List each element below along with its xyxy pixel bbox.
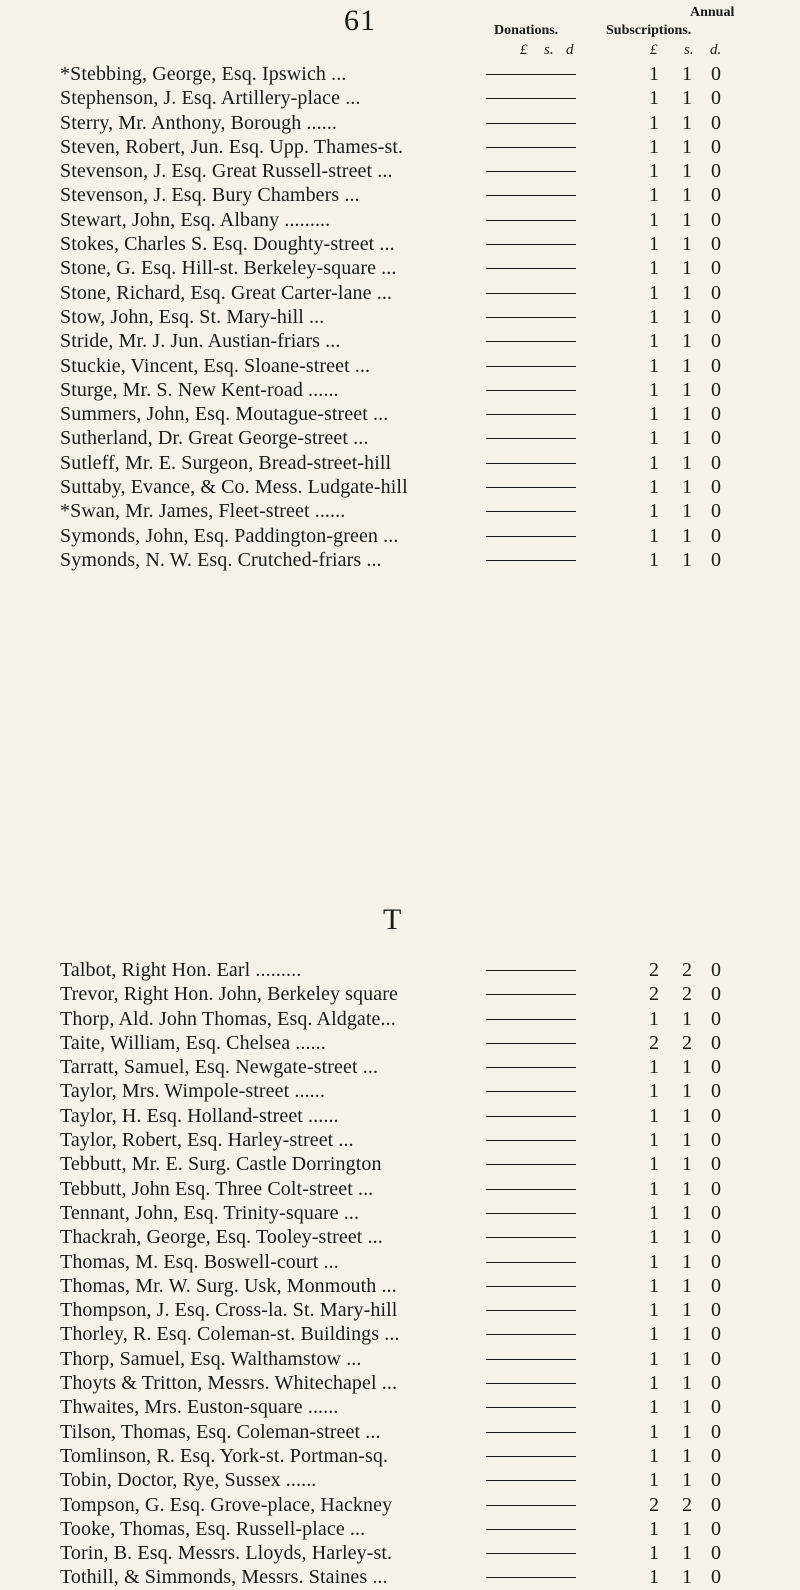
pounds-amount: 1 <box>649 1420 659 1443</box>
donation-dash <box>486 994 576 995</box>
subscriber-name: Sutleff, Mr. E. Surgeon, Bread-street-hill <box>60 451 392 474</box>
subscriber-name: *Stebbing, George, Esq. Ipswich ... <box>60 63 347 85</box>
subscriber-name: Stevenson, J. Esq. Great Russell-street ... <box>60 160 393 183</box>
donation-dash <box>486 1116 576 1117</box>
shillings-amount: 1 <box>682 403 692 426</box>
shillings-amount: 1 <box>682 330 692 353</box>
donation-dash <box>486 1383 576 1384</box>
subscriber-row <box>60 1395 800 1419</box>
shillings-amount: 1 <box>682 1201 692 1224</box>
donation-dash <box>486 1286 576 1287</box>
subscriber-name: Sturge, Mr. S. New Kent-road ...... <box>60 378 339 401</box>
subscriber-name: Tilson, Thomas, Esq. Coleman-street ... <box>60 1420 381 1443</box>
donation-dash <box>486 123 576 124</box>
shillings-amount: 1 <box>682 1542 692 1565</box>
pounds-amount: 1 <box>649 87 659 110</box>
pounds-amount: 1 <box>649 1444 659 1467</box>
shillings-amount: 1 <box>682 160 692 183</box>
shillings-amount: 1 <box>682 1566 692 1589</box>
pounds-amount: 1 <box>649 1323 659 1346</box>
pounds-amount: 1 <box>649 451 659 474</box>
shillings-amount: 1 <box>682 1444 692 1467</box>
subscriber-name: Thorley, R. Esq. Coleman-st. Buildings ... <box>60 1323 400 1346</box>
subscriber-row <box>60 1541 800 1565</box>
subscriber-row <box>60 1225 800 1249</box>
pence-amount: 0 <box>711 135 721 158</box>
shillings-amount: 1 <box>682 281 692 304</box>
shillings-amount: 1 <box>682 1274 692 1297</box>
pounds-amount: 1 <box>649 184 659 207</box>
pence-amount: 0 <box>711 63 721 85</box>
subscriber-row <box>60 1371 800 1395</box>
subscriptions-shillings-unit: s. <box>684 42 694 58</box>
subscriber-row <box>60 1104 800 1128</box>
donation-dash <box>486 1213 576 1214</box>
subscriber-row <box>60 1152 800 1176</box>
pence-amount: 0 <box>711 1153 721 1176</box>
pence-amount: 0 <box>711 1444 721 1467</box>
subscriber-row <box>60 208 800 232</box>
pence-amount: 0 <box>711 1031 721 1054</box>
shillings-amount: 1 <box>682 135 692 158</box>
donations-pounds-unit: £ <box>520 42 528 58</box>
pounds-amount: 1 <box>649 1274 659 1297</box>
subscriber-row <box>60 1420 800 1444</box>
pounds-amount: 1 <box>649 354 659 377</box>
donation-dash <box>486 1043 576 1044</box>
shillings-amount: 1 <box>682 1056 692 1079</box>
shillings-amount: 1 <box>682 1250 692 1273</box>
subscriber-name: Tarratt, Samuel, Esq. Newgate-street ... <box>60 1056 379 1079</box>
pence-amount: 0 <box>711 1517 721 1540</box>
shillings-amount: 1 <box>682 87 692 110</box>
pounds-amount: 1 <box>649 500 659 523</box>
shillings-amount: 2 <box>682 983 692 1006</box>
shillings-amount: 1 <box>682 451 692 474</box>
donation-dash <box>486 1480 576 1481</box>
pounds-amount: 1 <box>649 1129 659 1152</box>
shillings-amount: 1 <box>682 1007 692 1030</box>
donation-dash <box>486 366 576 367</box>
shillings-amount: 1 <box>682 1372 692 1395</box>
shillings-amount: 1 <box>682 548 692 571</box>
shillings-amount: 1 <box>682 1153 692 1176</box>
subscriber-row <box>60 329 800 353</box>
shillings-amount: 1 <box>682 1517 692 1540</box>
pounds-amount: 1 <box>649 1080 659 1103</box>
donation-dash <box>486 560 576 561</box>
shillings-amount: 1 <box>682 378 692 401</box>
subscriber-name: Taylor, H. Esq. Holland-street ...... <box>60 1104 339 1127</box>
donation-dash <box>486 1140 576 1141</box>
donations-pence-unit: d <box>566 42 574 58</box>
donation-dash <box>486 171 576 172</box>
shillings-amount: 1 <box>682 1323 692 1346</box>
pence-amount: 0 <box>711 1201 721 1224</box>
pence-amount: 0 <box>711 1177 721 1200</box>
pence-amount: 0 <box>711 451 721 474</box>
subscriber-name: Symonds, John, Esq. Paddington-green ... <box>60 524 399 547</box>
pounds-amount: 1 <box>649 111 659 134</box>
pounds-amount: 1 <box>649 208 659 231</box>
donation-dash <box>486 1432 576 1433</box>
subscriber-row <box>60 1322 800 1346</box>
subscriber-row <box>60 548 800 572</box>
shillings-amount: 1 <box>682 1347 692 1370</box>
pence-amount: 0 <box>711 354 721 377</box>
subscriber-name: Thoyts & Tritton, Messrs. Whitechapel ... <box>60 1372 398 1395</box>
subscriber-row <box>60 1079 800 1103</box>
subscriber-name: Steven, Robert, Jun. Esq. Upp. Thames-st. <box>60 135 404 158</box>
shillings-amount: 1 <box>682 233 692 256</box>
donation-dash <box>486 1529 576 1530</box>
subscriber-row <box>60 426 800 450</box>
subscriber-name: Thorp, Samuel, Esq. Walthamstow ... <box>60 1347 362 1370</box>
shillings-amount: 1 <box>682 524 692 547</box>
pence-amount: 0 <box>711 983 721 1006</box>
subscriber-name: Thorp, Ald. John Thomas, Esq. Aldgate... <box>60 1007 396 1030</box>
subscriber-row <box>60 982 800 1006</box>
subscriber-name: Stokes, Charles S. Esq. Doughty-street ... <box>60 233 395 256</box>
subscriber-name: Sterry, Mr. Anthony, Borough ...... <box>60 111 338 134</box>
pence-amount: 0 <box>711 524 721 547</box>
subscriber-name: Stevenson, J. Esq. Bury Chambers ... <box>60 184 360 207</box>
donation-dash <box>486 1310 576 1311</box>
pence-amount: 0 <box>711 1104 721 1127</box>
pounds-amount: 1 <box>649 476 659 499</box>
donation-dash <box>486 1164 576 1165</box>
subscriber-row <box>60 159 800 183</box>
pounds-amount: 1 <box>649 257 659 280</box>
subscriber-name: Tomlinson, R. Esq. York-st. Portman-sq. <box>60 1444 389 1467</box>
subscriber-name: Torin, B. Esq. Messrs. Lloyds, Harley-st. <box>60 1542 393 1565</box>
pounds-amount: 1 <box>649 1372 659 1395</box>
subscriber-name: Summers, John, Esq. Moutague-street ... <box>60 403 389 426</box>
shillings-amount: 1 <box>682 500 692 523</box>
shillings-amount: 1 <box>682 184 692 207</box>
subscriber-row <box>60 1274 800 1298</box>
subscriber-row <box>60 256 800 280</box>
donation-dash <box>486 1189 576 1190</box>
pence-amount: 0 <box>711 281 721 304</box>
subscriber-name: Thwaites, Mrs. Euston-square ...... <box>60 1396 339 1419</box>
pounds-amount: 1 <box>649 427 659 450</box>
donation-dash <box>486 74 576 75</box>
subscriber-row <box>60 1128 800 1152</box>
pounds-amount: 1 <box>649 233 659 256</box>
annual-heading: Annual <box>690 5 735 20</box>
subscriber-name: Thompson, J. Esq. Cross-la. St. Mary-hill <box>60 1299 398 1322</box>
shillings-amount: 1 <box>682 208 692 231</box>
pence-amount: 0 <box>711 160 721 183</box>
subscriber-name: Thomas, M. Esq. Boswell-court ... <box>60 1250 339 1273</box>
pounds-amount: 1 <box>649 1201 659 1224</box>
donation-dash <box>486 1262 576 1263</box>
subscriber-row <box>60 1444 800 1468</box>
shillings-amount: 1 <box>682 63 692 85</box>
pence-amount: 0 <box>711 1129 721 1152</box>
pounds-amount: 1 <box>649 135 659 158</box>
donation-dash <box>486 1091 576 1092</box>
pence-amount: 0 <box>711 257 721 280</box>
pounds-amount: 1 <box>649 1177 659 1200</box>
subscriber-row <box>60 1007 800 1031</box>
shillings-amount: 1 <box>682 1396 692 1419</box>
donation-dash <box>486 463 576 464</box>
donation-dash <box>486 414 576 415</box>
shillings-amount: 2 <box>682 1493 692 1516</box>
subscriber-name: Stride, Mr. J. Jun. Austian-friars ... <box>60 330 341 353</box>
pence-amount: 0 <box>711 548 721 571</box>
pence-amount: 0 <box>711 1347 721 1370</box>
pence-amount: 0 <box>711 305 721 328</box>
subscriptions-pounds-unit: £ <box>650 42 658 58</box>
subscriber-name: Stone, G. Esq. Hill-st. Berkeley-square ... <box>60 257 397 280</box>
subscriptions-heading: Subscriptions. <box>606 23 692 38</box>
donation-dash <box>486 317 576 318</box>
pence-amount: 0 <box>711 1372 721 1395</box>
subscriber-row <box>60 1250 800 1274</box>
subscriber-name: Thackrah, George, Esq. Tooley-street ... <box>60 1226 383 1249</box>
subscriber-name: Stuckie, Vincent, Esq. Sloane-street ... <box>60 354 371 377</box>
donation-dash <box>486 98 576 99</box>
subscriber-name: Tebbutt, John Esq. Three Colt-street ... <box>60 1177 374 1200</box>
subscriber-name: Stow, John, Esq. St. Mary-hill ... <box>60 305 325 328</box>
subscriber-list-t <box>60 958 800 1590</box>
pence-amount: 0 <box>711 111 721 134</box>
donation-dash <box>486 1456 576 1457</box>
pounds-amount: 1 <box>649 63 659 85</box>
pence-amount: 0 <box>711 1566 721 1589</box>
pence-amount: 0 <box>711 427 721 450</box>
pence-amount: 0 <box>711 1299 721 1322</box>
subscriber-row <box>60 281 800 305</box>
subscriber-row <box>60 1298 800 1322</box>
shillings-amount: 1 <box>682 1104 692 1127</box>
pounds-amount: 2 <box>649 1031 659 1054</box>
page-number: 61 <box>344 4 376 37</box>
shillings-amount: 1 <box>682 427 692 450</box>
pence-amount: 0 <box>711 87 721 110</box>
shillings-amount: 1 <box>682 1080 692 1103</box>
subscriber-name: Tothill, & Simmonds, Messrs. Staines ... <box>60 1566 388 1589</box>
subscriber-row <box>60 451 800 475</box>
donation-dash <box>486 438 576 439</box>
subscriber-name: Taite, William, Esq. Chelsea ...... <box>60 1031 326 1054</box>
subscriber-row <box>60 958 800 982</box>
subscriber-row <box>60 111 800 135</box>
donation-dash <box>486 341 576 342</box>
pence-amount: 0 <box>711 1007 721 1030</box>
subscriber-row <box>60 135 800 159</box>
subscriber-row <box>60 1031 800 1055</box>
subscriber-name: *Swan, Mr. James, Fleet-street ...... <box>60 500 346 523</box>
donation-dash <box>486 147 576 148</box>
pence-amount: 0 <box>711 959 721 981</box>
pence-amount: 0 <box>711 1274 721 1297</box>
pence-amount: 0 <box>711 330 721 353</box>
pounds-amount: 1 <box>649 1226 659 1249</box>
shillings-amount: 1 <box>682 476 692 499</box>
subscriber-name: Tebbutt, Mr. E. Surg. Castle Dorrington <box>60 1153 382 1176</box>
subscriber-row <box>60 1565 800 1589</box>
pounds-amount: 1 <box>649 1469 659 1492</box>
donation-dash <box>486 487 576 488</box>
pence-amount: 0 <box>711 208 721 231</box>
pence-amount: 0 <box>711 403 721 426</box>
shillings-amount: 1 <box>682 1177 692 1200</box>
pounds-amount: 1 <box>649 1104 659 1127</box>
subscriber-name: Tennant, John, Esq. Trinity-square ... <box>60 1201 360 1224</box>
pence-amount: 0 <box>711 1396 721 1419</box>
subscriber-name: Trevor, Right Hon. John, Berkeley square <box>60 983 398 1006</box>
subscriber-name: Thomas, Mr. W. Surg. Usk, Monmouth ... <box>60 1274 397 1297</box>
donation-dash <box>486 195 576 196</box>
donation-dash <box>486 1553 576 1554</box>
shillings-amount: 1 <box>682 1226 692 1249</box>
pounds-amount: 1 <box>649 1153 659 1176</box>
donations-shillings-unit: s. <box>544 42 554 58</box>
shillings-amount: 1 <box>682 1129 692 1152</box>
shillings-amount: 1 <box>682 305 692 328</box>
subscriber-row <box>60 1347 800 1371</box>
pounds-amount: 1 <box>649 1396 659 1419</box>
pounds-amount: 1 <box>649 1517 659 1540</box>
donation-dash <box>486 1237 576 1238</box>
subscriber-name: Stone, Richard, Esq. Great Carter-lane ... <box>60 281 393 304</box>
donation-dash <box>486 1505 576 1506</box>
donation-dash <box>486 1067 576 1068</box>
donation-dash <box>486 1577 576 1578</box>
shillings-amount: 1 <box>682 354 692 377</box>
subscriber-row <box>60 86 800 110</box>
shillings-amount: 1 <box>682 111 692 134</box>
shillings-amount: 1 <box>682 1299 692 1322</box>
pence-amount: 0 <box>711 1493 721 1516</box>
subscriber-name: Tobin, Doctor, Rye, Sussex ...... <box>60 1469 317 1492</box>
pounds-amount: 1 <box>649 1566 659 1589</box>
subscriber-row <box>60 1177 800 1201</box>
subscriber-name: Taylor, Robert, Esq. Harley-street ... <box>60 1129 354 1152</box>
pence-amount: 0 <box>711 1542 721 1565</box>
pence-amount: 0 <box>711 1056 721 1079</box>
pence-amount: 0 <box>711 1420 721 1443</box>
subscriber-row <box>60 1517 800 1541</box>
subscriber-row <box>60 305 800 329</box>
donation-dash <box>486 220 576 221</box>
pounds-amount: 1 <box>649 403 659 426</box>
subscriber-row <box>60 354 800 378</box>
subscriber-row <box>60 524 800 548</box>
pounds-amount: 1 <box>649 1007 659 1030</box>
pounds-amount: 1 <box>649 1542 659 1565</box>
pounds-amount: 1 <box>649 1056 659 1079</box>
subscriber-name: Stewart, John, Esq. Albany ......... <box>60 208 331 231</box>
pounds-amount: 2 <box>649 959 659 981</box>
donation-dash <box>486 268 576 269</box>
subscriber-row <box>60 1493 800 1517</box>
donation-dash <box>486 536 576 537</box>
pounds-amount: 1 <box>649 524 659 547</box>
subscriber-row <box>60 232 800 256</box>
donation-dash <box>486 1359 576 1360</box>
pence-amount: 0 <box>711 1469 721 1492</box>
donation-dash <box>486 1334 576 1335</box>
subscriber-row <box>60 183 800 207</box>
subscriber-row <box>60 1201 800 1225</box>
pence-amount: 0 <box>711 1226 721 1249</box>
pence-amount: 0 <box>711 500 721 523</box>
subscriber-name: Tompson, G. Esq. Grove-place, Hackney <box>60 1493 393 1516</box>
donation-dash <box>486 1407 576 1408</box>
donation-dash <box>486 244 576 245</box>
subscriber-name: Taylor, Mrs. Wimpole-street ...... <box>60 1080 325 1103</box>
pence-amount: 0 <box>711 1080 721 1103</box>
pence-amount: 0 <box>711 476 721 499</box>
subscriber-name: Talbot, Right Hon. Earl ......... <box>60 959 302 981</box>
subscriber-list-s <box>60 62 800 572</box>
subscriber-row <box>60 499 800 523</box>
shillings-amount: 2 <box>682 1031 692 1054</box>
pounds-amount: 2 <box>649 1493 659 1516</box>
subscriber-row <box>60 1055 800 1079</box>
donations-heading: Donations. <box>494 23 559 38</box>
donation-dash <box>486 970 576 971</box>
donation-dash <box>486 293 576 294</box>
shillings-amount: 1 <box>682 257 692 280</box>
subscriber-row <box>60 378 800 402</box>
pounds-amount: 2 <box>649 983 659 1006</box>
pounds-amount: 1 <box>649 305 659 328</box>
pounds-amount: 1 <box>649 1347 659 1370</box>
subscriber-row <box>60 475 800 499</box>
pounds-amount: 1 <box>649 548 659 571</box>
subscriber-row <box>60 402 800 426</box>
shillings-amount: 2 <box>682 959 692 981</box>
pounds-amount: 1 <box>649 1299 659 1322</box>
subscriber-name: Tooke, Thomas, Esq. Russell-place ... <box>60 1517 366 1540</box>
donation-dash <box>486 511 576 512</box>
subscriber-row <box>60 1468 800 1492</box>
section-letter-heading: T <box>383 903 402 936</box>
subscriber-name: Stephenson, J. Esq. Artillery-place ... <box>60 87 361 110</box>
donation-dash <box>486 1019 576 1020</box>
pounds-amount: 1 <box>649 1250 659 1273</box>
pence-amount: 0 <box>711 1323 721 1346</box>
shillings-amount: 1 <box>682 1420 692 1443</box>
pence-amount: 0 <box>711 184 721 207</box>
pounds-amount: 1 <box>649 378 659 401</box>
pence-amount: 0 <box>711 1250 721 1273</box>
donation-dash <box>486 390 576 391</box>
shillings-amount: 1 <box>682 1469 692 1492</box>
pounds-amount: 1 <box>649 281 659 304</box>
subscriber-name: Symonds, N. W. Esq. Crutched-friars ... <box>60 548 382 571</box>
pounds-amount: 1 <box>649 160 659 183</box>
subscriptions-pence-unit: d. <box>710 42 722 58</box>
subscriber-row <box>60 62 800 86</box>
subscriber-name: Suttaby, Evance, & Co. Mess. Ludgate-hill <box>60 476 408 499</box>
subscriber-name: Sutherland, Dr. Great George-street ... <box>60 427 369 450</box>
pence-amount: 0 <box>711 233 721 256</box>
pounds-amount: 1 <box>649 330 659 353</box>
pence-amount: 0 <box>711 378 721 401</box>
